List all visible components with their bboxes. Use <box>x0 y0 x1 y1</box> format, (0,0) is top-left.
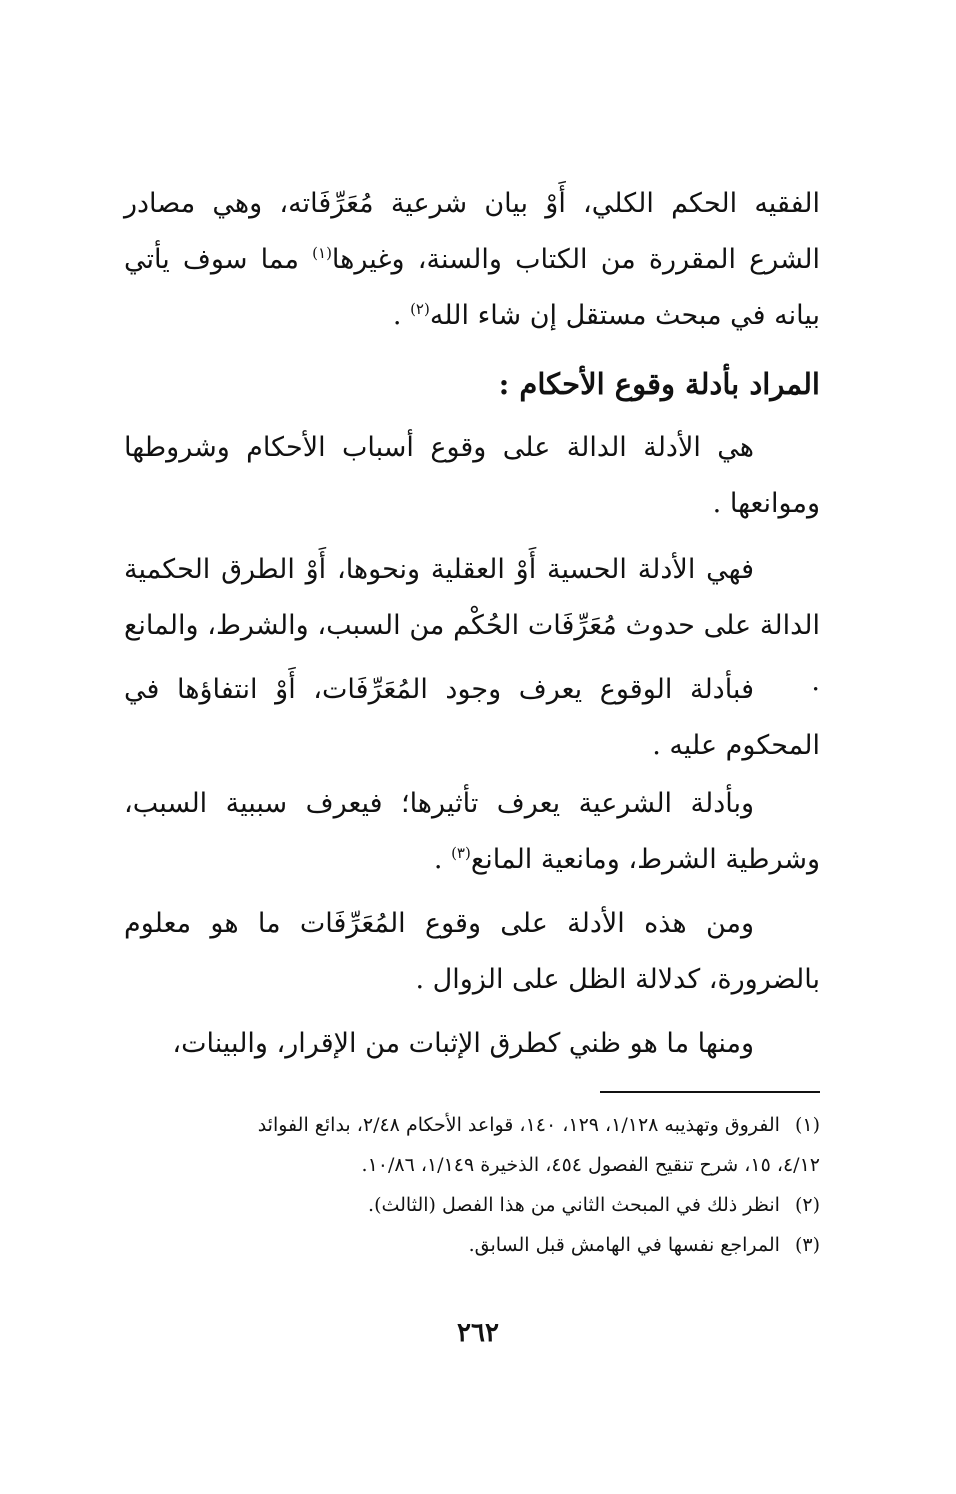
paragraph-5-text-a: وبأدلة الشرعية يعرف تأثيرها؛ فيعرف سببية السبب، وشرطية الشرط، ومانعية المانع <box>124 788 820 875</box>
paragraph-2-block <box>124 420 820 532</box>
paragraph-5 <box>124 776 820 888</box>
paragraph-5-block <box>124 776 820 888</box>
footnote-3-number: (٣) <box>794 1234 820 1256</box>
paragraph-1 <box>124 176 820 344</box>
paragraph-5-text-b: . <box>433 844 452 875</box>
paragraph-2: هي الأدلة الدالة على وقوع أسباب الأحكام وشروطها وموانعها . <box>124 432 820 519</box>
footnote-3 <box>124 1225 820 1265</box>
footnote-1-continuation: ٤/١٢، ١٥، شرح تنقيح الفصول ٤٥٤، الذخيرة ١/١٤٩، ١٠/٨٦. <box>361 1154 820 1176</box>
footnote-1-line-1: الفروق وتهذيبه ١/١٢٨، ١٢٩، ١٤٠، قواعد الأحكام ٢/٤٨، بدائع الفوائد <box>257 1114 780 1136</box>
footnote-ref-2[interactable]: (٢) <box>410 300 430 318</box>
footnote-3-text: المراجع نفسها في الهامش قبل السابق. <box>468 1234 780 1256</box>
section-heading-block <box>124 356 820 412</box>
footnotes <box>124 1105 820 1265</box>
paragraph-3: فهي الأدلة الحسية أَوْ العقلية ونحوها، أَوْ الطرق الحكمية الدالة على حدوث مُعَرِّفَات الحُكْم من السبب، والشرط، والمانع . <box>124 554 820 697</box>
footnote-2-text: انظر ذلك في المبحث الثاني من هذا الفصل (الثالث). <box>368 1194 780 1216</box>
footnote-2 <box>124 1185 820 1225</box>
paragraph-1-text-b: مما سوف يأتي بيانه في مبحث مستقل إن شاء الله <box>124 244 820 331</box>
paragraph-1-text-c: . <box>392 300 411 331</box>
paragraph-1-text-a: الفقيه الحكم الكلي، أَوْ بيان شرعية مُعَرِّفَاته، وهي مصادر الشرع المقررة من الكتاب والسنة، وغيرها <box>124 188 820 275</box>
footnote-1-number: (١) <box>794 1114 820 1136</box>
paragraph-6-block <box>124 896 820 1008</box>
section-heading: المراد بأدلة وقوع الأحكام : <box>498 367 820 401</box>
paragraph-4-block <box>124 662 820 774</box>
page-number: ٢٦٢ <box>457 1318 499 1348</box>
main-text <box>124 176 820 344</box>
paragraph-6: ومن هذه الأدلة على وقوع المُعَرِّفَات ما هو معلوم بالضرورة، كدلالة الظل على الزوال . <box>124 908 820 995</box>
footnote-2-number: (٢) <box>794 1194 820 1216</box>
footnote-1 <box>124 1105 820 1145</box>
paragraph-4: فبأدلة الوقوع يعرف وجود المُعَرِّفَات، أَوْ انتفاؤها في المحكوم عليه . <box>124 674 820 761</box>
paragraph-7: ومنها ما هو ظني كطرق الإثبات من الإقرار، والبينات، <box>172 1028 754 1059</box>
footnote-ref-3[interactable]: (٣) <box>451 844 471 862</box>
paragraph-7-block <box>124 1016 820 1072</box>
footnote-ref-1[interactable]: (١) <box>312 244 332 262</box>
footnote-separator <box>600 1091 820 1093</box>
